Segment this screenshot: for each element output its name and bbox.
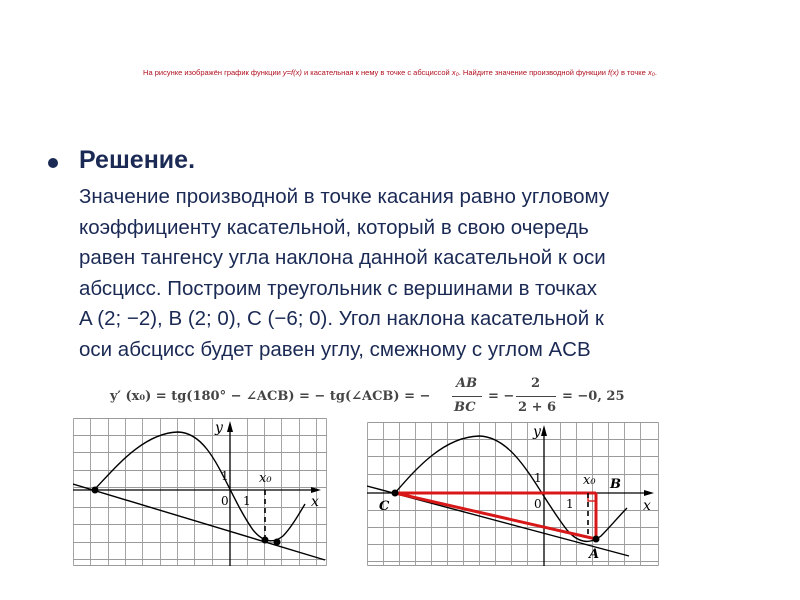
title-fx: f(x) <box>608 68 619 77</box>
one-y-label: 1 <box>221 469 229 483</box>
fraction-bar <box>516 396 556 397</box>
y-label: y <box>215 420 223 436</box>
derivative-formula <box>110 372 630 422</box>
solution-text <box>79 182 749 365</box>
solution-line: A (2; −2), B (2; 0), C (−6; 0). Угол наклона касательной к <box>79 307 604 330</box>
y-axis-arrow <box>541 425 547 436</box>
solution-heading: Решение. <box>79 146 196 174</box>
title-part3: . Найдите значение производной функции <box>458 68 609 77</box>
point-c-label: C <box>379 499 390 514</box>
title-func: y=f(x) <box>282 68 302 77</box>
tangent-point <box>262 537 269 544</box>
graph-right <box>367 422 659 566</box>
tangent-line <box>73 484 325 560</box>
y-label: y <box>533 424 541 440</box>
slide-title <box>0 68 800 77</box>
y-axis-arrow <box>227 421 233 432</box>
zero-label: 0 <box>534 497 542 511</box>
one-x-label: 1 <box>243 494 251 508</box>
title-part5: . <box>654 68 657 77</box>
formula-lhs: y′ (x₀) = tg(180° − ∠ACB) = − tg(∠ACB) = − <box>110 389 431 404</box>
one-y-label: 1 <box>534 471 542 485</box>
bullet-icon <box>48 158 58 168</box>
formula-num: 2 <box>531 376 541 391</box>
solution-line: коэффициенту касательной, который в свою очередь <box>79 215 589 239</box>
solution-line: оси абсцисс будет равен углу, смежному с углом ACB <box>79 337 591 361</box>
x-axis-arrow <box>644 490 654 496</box>
x-label: x <box>643 498 651 514</box>
one-x-label: 1 <box>566 497 574 511</box>
point-a-label: A <box>589 547 600 562</box>
formula-result: = −0, 25 <box>562 389 625 404</box>
fraction-bar <box>452 396 482 397</box>
title-x0: x₀ <box>451 68 459 77</box>
graph-left <box>73 418 327 566</box>
zero-label: 0 <box>221 494 229 508</box>
grid <box>74 419 327 566</box>
formula-ab: AB <box>456 376 478 391</box>
formula-den: 2 + 6 <box>518 400 557 415</box>
formula-eq: = − <box>488 389 515 404</box>
x-label: x <box>311 494 319 510</box>
title-x0b: x₀ <box>647 68 655 77</box>
x0-label: x₀ <box>259 471 272 486</box>
intersection-point <box>92 487 99 494</box>
formula-bc: BC <box>454 400 476 415</box>
title-part4: в точке <box>618 68 648 77</box>
solution-line: Значение производной в точке касания равно угловому <box>79 185 610 208</box>
point-c <box>392 490 399 497</box>
title-part1: На рисунке изображён график функции <box>143 68 283 77</box>
solution-line: абсцисс. Построим треугольник с вершинами в точках <box>79 276 598 300</box>
curve-point <box>274 539 281 546</box>
point-a <box>593 536 600 543</box>
x0-label: x₀ <box>583 473 596 488</box>
point-b-label: B <box>610 477 621 492</box>
title-part2: и касательная к нему в точке с абсциссой <box>301 68 452 77</box>
solution-line: равен тангенсу угла наклона данной касательной к оси <box>79 246 606 269</box>
